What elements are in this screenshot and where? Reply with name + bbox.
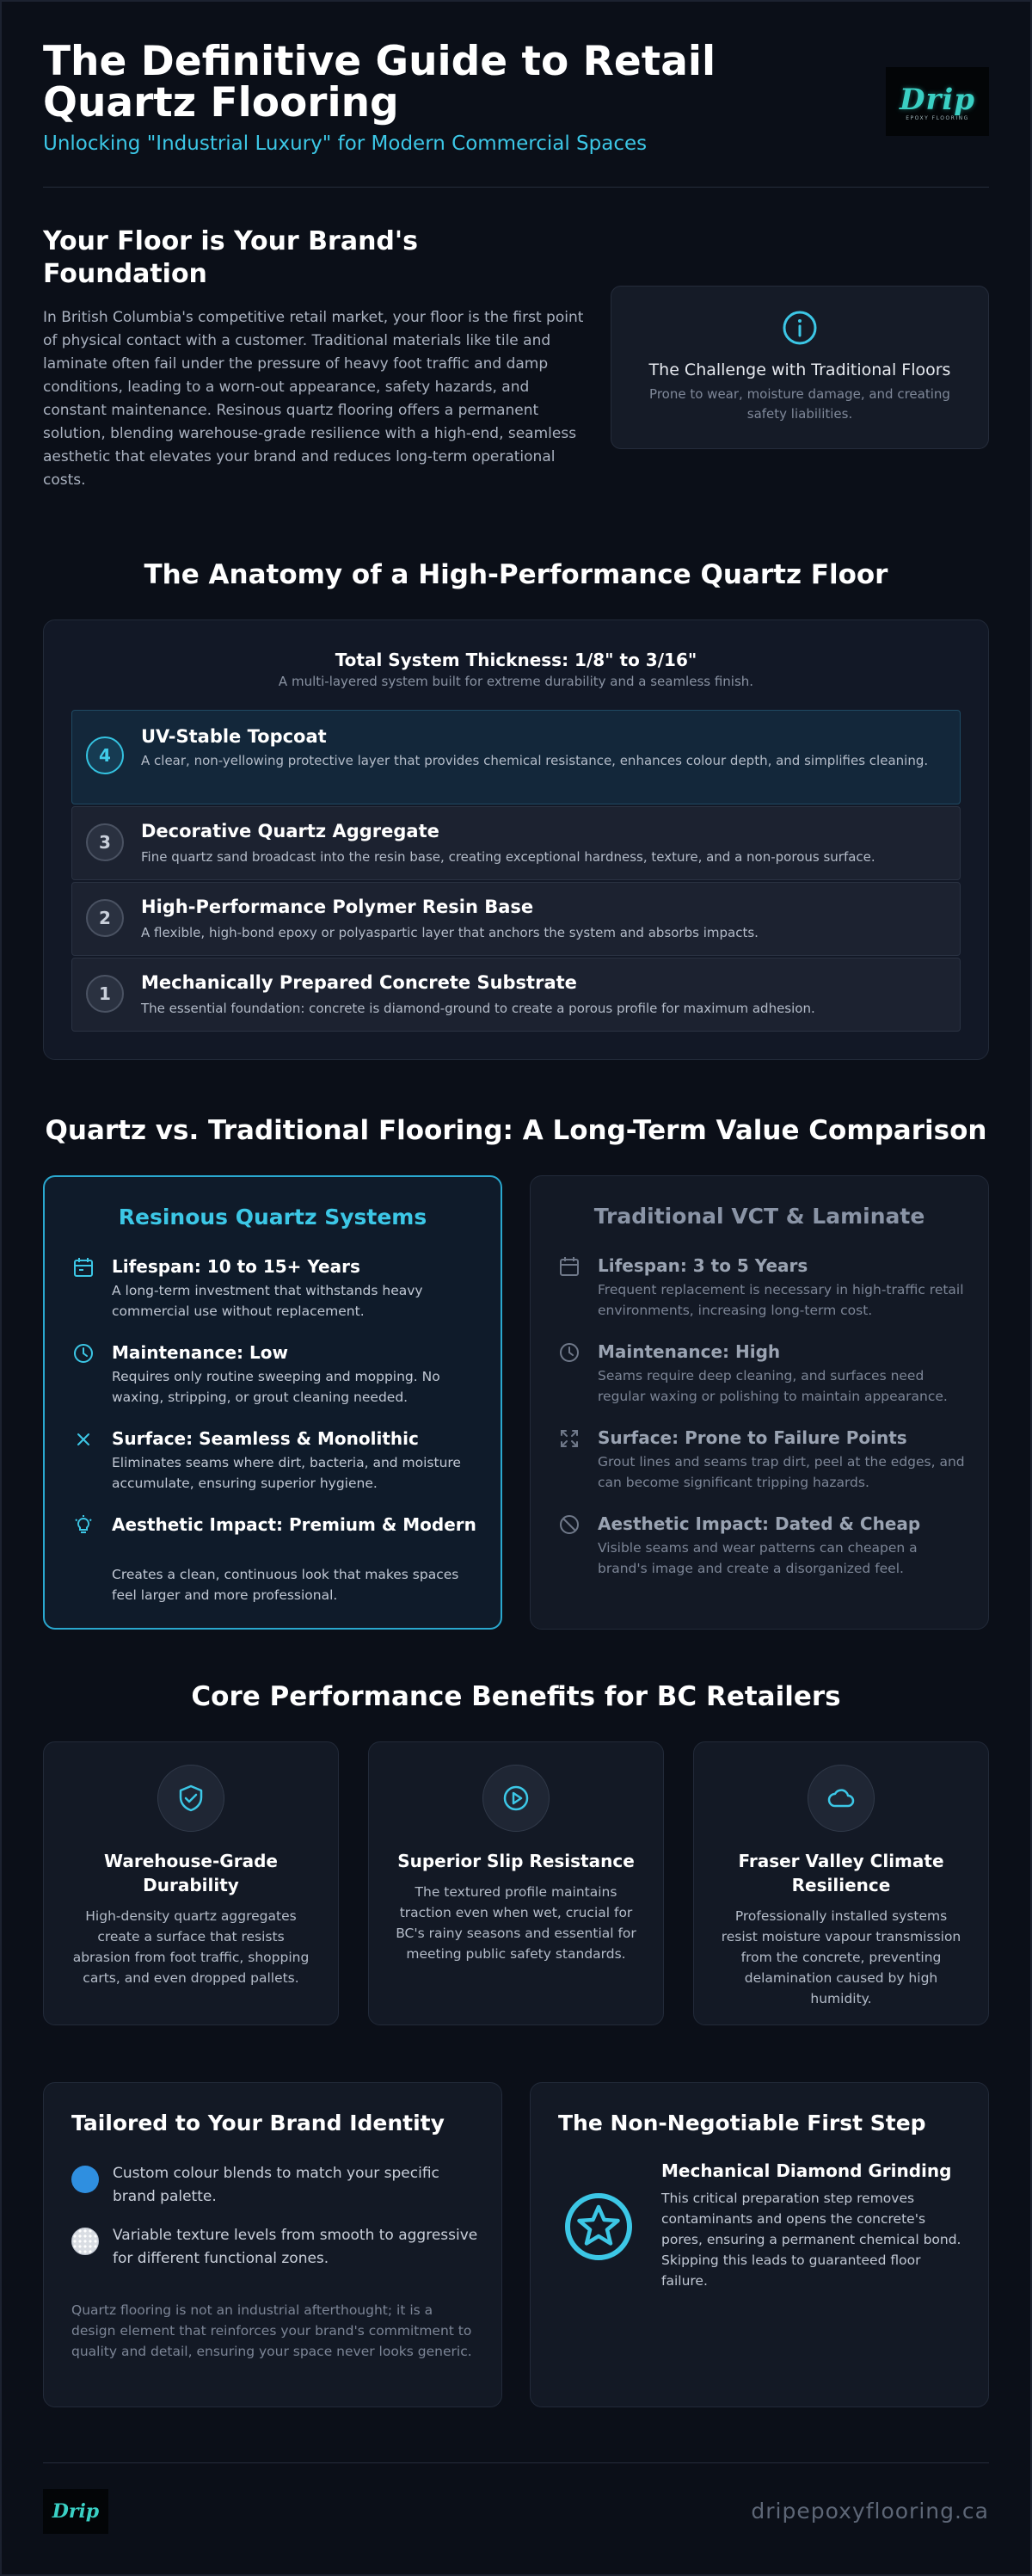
footer-divider: [43, 2462, 989, 2463]
anatomy-section-title: The Anatomy of a High-Performance Quartz Floor: [144, 559, 888, 590]
close-icon: [72, 1428, 95, 1451]
shield-check-icon: [157, 1765, 224, 1832]
intro-section: [43, 225, 989, 492]
brand-note: Quartz flooring is not an industrial afterthought; it is a design element that reinforces your brand's commitment to quality and detail, ensuring your space never looks generic.: [71, 2302, 472, 2359]
benefits-section-title: Core Performance Benefits for BC Retailers: [191, 1681, 841, 1712]
thickness-title: Total System Thickness: 1/8" to 3/16": [335, 650, 697, 670]
footer-logo-wordmark: Drip: [52, 2500, 100, 2523]
first-step-title: The Non-Negotiable First Step: [558, 2111, 926, 2135]
layer-name: Mechanically Prepared Concrete Substrate: [141, 972, 577, 993]
layer-number: 2: [86, 899, 124, 937]
expand-icon: [558, 1427, 580, 1450]
benefit-title: Warehouse-Grade Durability: [104, 1851, 278, 1895]
info-icon: [781, 309, 819, 347]
quartz-card-title: Resinous Quartz Systems: [118, 1205, 427, 1229]
logo-tagline: EPOXY FLOORING: [906, 114, 969, 121]
layer-name: High-Performance Polymer Resin Base: [141, 897, 534, 917]
item-title: Maintenance: High: [598, 1341, 781, 1362]
item-title: Lifespan: 10 to 15+ Years: [112, 1256, 360, 1277]
benefit-title: Superior Slip Resistance: [397, 1851, 635, 1871]
layer-number: 4: [86, 736, 124, 774]
layer-quartz-aggregate: [71, 806, 961, 880]
benefit-desc: Professionally installed systems resist moisture vapour transmission from the concrete, preventing delamination caused by high humidity.: [721, 1908, 961, 2006]
first-step-card: [530, 2082, 989, 2407]
challenge-desc: Prone to wear, moisture damage, and creating safety liabilities.: [649, 386, 950, 422]
intro-heading: Your Floor is Your Brand's Foundation: [43, 226, 418, 289]
play-circle-icon: [482, 1765, 550, 1832]
ban-icon: [558, 1513, 580, 1536]
item-title: Aesthetic Impact: Dated & Cheap: [598, 1513, 921, 1534]
brand-card-title: Tailored to Your Brand Identity: [71, 2111, 445, 2135]
star-circle-icon: [563, 2191, 634, 2262]
website-link[interactable]: dripepoxyflooring.ca: [751, 2499, 989, 2524]
item-desc: Requires only routine sweeping and mopping. No waxing, stripping, or grout cleaning needed.: [112, 1369, 440, 1405]
benefit-title: Fraser Valley Climate Resilience: [738, 1851, 944, 1895]
quartz-comparison-card: [43, 1175, 502, 1630]
traditional-comparison-card: [530, 1175, 989, 1630]
layer-desc: A flexible, high-bond epoxy or polyaspartic layer that anchors the system and absorbs impacts.: [141, 925, 759, 940]
challenge-title: The Challenge with Traditional Floors: [648, 361, 951, 379]
intro-body: In British Columbia's competitive retail market, your floor is the first point of physical contact with a customer. Traditional materials like tile and laminate often fail under the pressure of heavy foot traffic and damp conditions, leading to a worn-out appearance, safety hazards, and constant maintenance. Resinous quartz flooring offers a permanent solution, blending warehouse-grade resilience with a high-end, seamless aesthetic that elevates your brand and reduces long-term operational costs.: [43, 309, 584, 489]
layer-number: 1: [86, 975, 124, 1013]
colour-swatch-icon: [71, 2166, 99, 2193]
item-title: Maintenance: Low: [112, 1342, 288, 1363]
benefit-desc: The textured profile maintains traction even when wet, crucial for BC's rainy seasons and essential for meeting public safety standards.: [396, 1884, 636, 1962]
anatomy-card: [43, 619, 989, 1060]
cloud-icon: [808, 1765, 875, 1832]
layer-concrete-substrate: [71, 958, 961, 1032]
page-subtitle: Unlocking "Industrial Luxury" for Modern Commercial Spaces: [43, 132, 648, 155]
brand-identity-card: [43, 2082, 502, 2407]
clock-icon: [558, 1341, 580, 1364]
header: [43, 38, 989, 155]
thickness-subtitle: A multi-layered system built for extreme durability and a seamless finish.: [278, 674, 754, 689]
benefit-climate: [693, 1741, 989, 2025]
item-desc: A long-term investment that withstands heavy commercial use without replacement.: [112, 1283, 423, 1319]
layer-desc: Fine quartz sand broadcast into the resin base, creating exceptional hardness, texture, and a non-porous surface.: [141, 849, 875, 865]
item-desc: Grout lines and seams trap dirt, peel at the edges, and can become significant tripping hazards.: [598, 1454, 965, 1490]
layer-resin-base: [71, 882, 961, 956]
item-desc: Eliminates seams where dirt, bacteria, and moisture accumulate, ensuring superior hygiene.: [112, 1455, 461, 1491]
layer-topcoat: [71, 710, 961, 804]
header-divider: [43, 187, 989, 188]
logo-wordmark: Drip: [899, 82, 976, 117]
item-title: Aesthetic Impact: Premium & Modern: [112, 1514, 476, 1535]
item-title: Lifespan: 3 to 5 Years: [598, 1255, 808, 1276]
layer-number: 3: [86, 823, 124, 861]
layer-name: UV-Stable Topcoat: [141, 726, 327, 747]
page-title: The Definitive Guide to Retail Quartz Flooring: [43, 38, 716, 126]
benefit-durability: [43, 1741, 339, 2025]
traditional-card-title: Traditional VCT & Laminate: [593, 1204, 925, 1229]
item-title: Surface: Seamless & Monolithic: [112, 1428, 419, 1449]
texture-swatch-icon: [71, 2228, 99, 2255]
brand-logo: [886, 67, 989, 136]
item-desc: Creates a clean, continuous look that makes spaces feel larger and more professional.: [112, 1567, 459, 1603]
item-title: Surface: Prone to Failure Points: [598, 1427, 907, 1448]
grinding-desc: This critical preparation step removes contaminants and opens the concrete's pores, ensuring a permanent chemical bond. Skipping this leads to guaranteed floor failure.: [661, 2191, 961, 2289]
calendar-icon: [558, 1255, 580, 1278]
benefit-slip-resistance: [368, 1741, 664, 2025]
calendar-icon: [72, 1256, 95, 1279]
option-text: Custom colour blends to match your specific brand palette.: [113, 2165, 439, 2205]
comparison-section-title: Quartz vs. Traditional Flooring: A Long-Term Value Comparison: [45, 1115, 987, 1146]
option-text: Variable texture levels from smooth to aggressive for different functional zones.: [113, 2227, 478, 2267]
benefit-desc: High-density quartz aggregates create a surface that resists abrasion from foot traffic, shopping carts, and even dropped pallets.: [72, 1908, 310, 1986]
item-desc: Seams require deep cleaning, and surfaces need regular waxing or polishing to maintain appearance.: [598, 1368, 948, 1404]
grinding-title: Mechanical Diamond Grinding: [661, 2160, 952, 2181]
layer-name: Decorative Quartz Aggregate: [141, 821, 439, 841]
clock-icon: [72, 1342, 95, 1365]
item-desc: Frequent replacement is necessary in high-traffic retail environments, increasing long-term cost.: [598, 1282, 964, 1318]
item-desc: Visible seams and wear patterns can cheapen a brand's image and create a disorganized feel.: [598, 1540, 918, 1576]
challenge-card: [611, 286, 989, 449]
layer-desc: A clear, non-yellowing protective layer that provides chemical resistance, enhances colour depth, and simplifies cleaning.: [141, 753, 929, 768]
lightbulb-icon: [72, 1514, 95, 1537]
footer-logo: [43, 2489, 108, 2534]
layer-desc: The essential foundation: concrete is diamond-ground to create a porous profile for maximum adhesion.: [141, 1001, 815, 1016]
